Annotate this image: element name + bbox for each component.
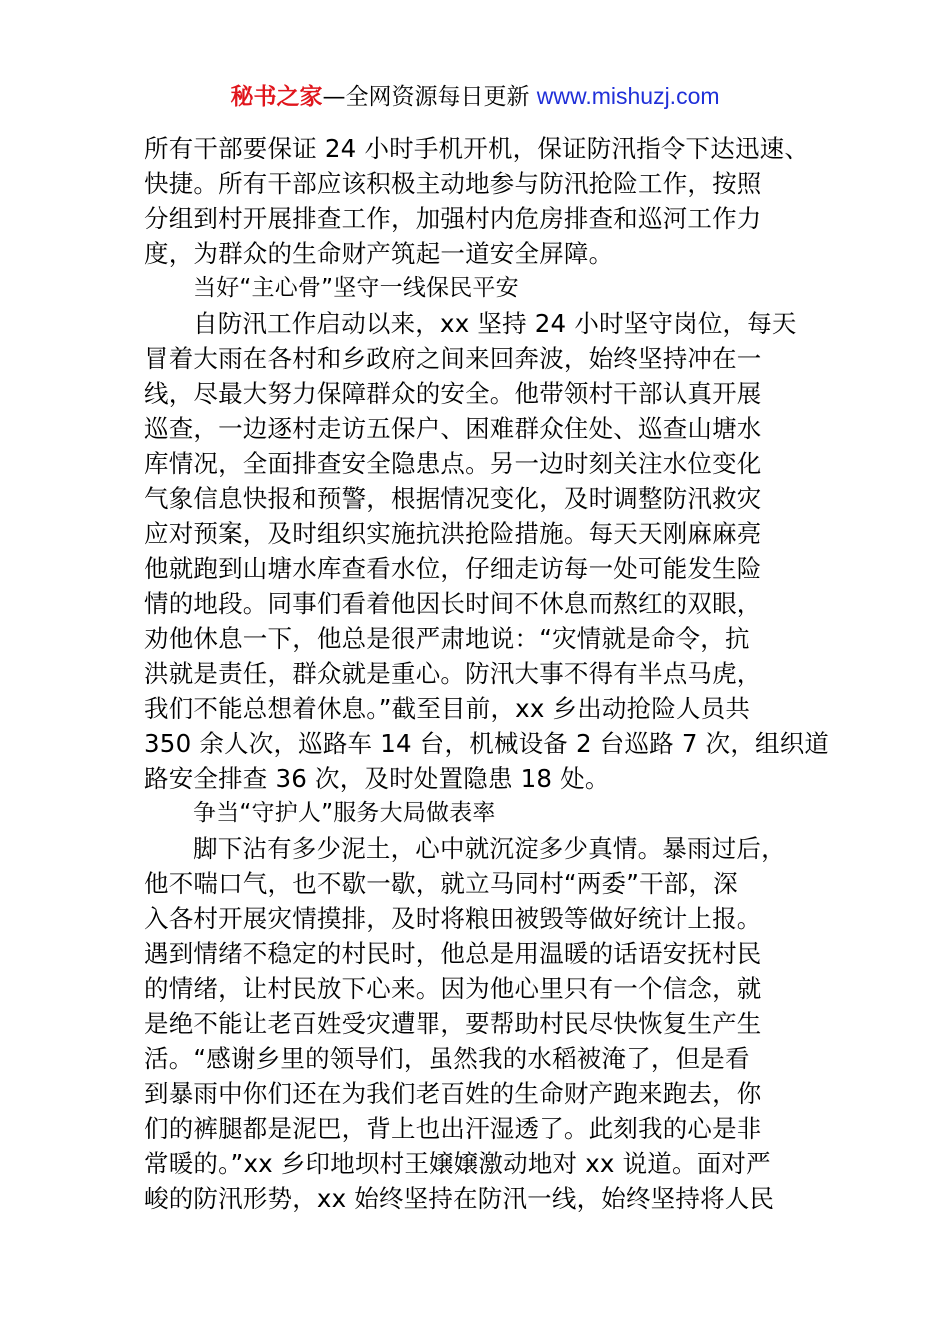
paragraph-line: 我们不能总想着休息。”截至目前，xx 乡出动抢险人员共 (144, 694, 751, 723)
paragraph-line: 洪就是责任，群众就是重心。防汛大事不得有半点马虎， (144, 659, 762, 688)
paragraph-line: 他就跑到山塘水库查看水位，仔细走访每一处可能发生险 (144, 554, 762, 583)
section-heading: 争当“守护人”服务大局做表率 (193, 800, 496, 826)
paragraph-line: 冒着大雨在各村和乡政府之间来回奔波，始终坚持冲在一 (144, 344, 762, 373)
paragraph-line: 峻的防汛形势，xx 始终坚持在防汛一线，始终坚持将人民 (144, 1184, 775, 1213)
paragraph-line: 快捷。所有干部应该积极主动地参与防汛抢险工作，按照 (144, 169, 762, 198)
paragraph-line: 应对预案，及时组织实施抗洪抢险措施。每天天刚麻麻亮 (144, 519, 762, 548)
paragraph-line: 遇到情绪不稳定的村民时，他总是用温暖的话语安抚村民 (144, 939, 762, 968)
paragraph-line: 350 余人次，巡路车 14 台，机械设备 2 台巡路 7 次，组织道 (144, 729, 830, 758)
site-tagline: —全网资源每日更新 (322, 84, 537, 110)
paragraph-line: 活。“感谢乡里的领导们，虽然我的水稻被淹了，但是看 (144, 1044, 750, 1073)
document-body (144, 131, 834, 1216)
paragraph-line: 脚下沾有多少泥土，心中就沉淀多少真情。暴雨过后， (193, 834, 786, 863)
site-header (0, 80, 950, 113)
paragraph-line: 分组到村开展排查工作，加强村内危房排查和巡河工作力 (144, 204, 762, 233)
paragraph-line: 所有干部要保证 24 小时手机开机，保证防汛指令下达迅速、 (144, 134, 810, 163)
paragraph-line: 们的裤腿都是泥巴，背上也出汗湿透了。此刻我的心是非 (144, 1114, 762, 1143)
site-url-link[interactable]: www.mishuzj.com (536, 83, 720, 109)
paragraph-line: 到暴雨中你们还在为我们老百姓的生命财产跑来跑去，你 (144, 1079, 762, 1108)
paragraph-line: 情的地段。同事们看着他因长时间不休息而熬红的双眼， (144, 589, 762, 618)
paragraph-line: 的情绪，让村民放下心来。因为他心里只有一个信念，就 (144, 974, 762, 1003)
paragraph-line: 是绝不能让老百姓受灾遭罪，要帮助村民尽快恢复生产生 (144, 1009, 762, 1038)
paragraph-line: 入各村开展灾情摸排，及时将粮田被毁等做好统计上报。 (144, 904, 762, 933)
paragraph-line: 线，尽最大努力保障群众的安全。他带领村干部认真开展 (144, 379, 762, 408)
paragraph-line: 巡查，一边逐村走访五保户、困难群众住处、巡查山塘水 (144, 414, 762, 443)
paragraph-line: 劝他休息一下，他总是很严肃地说：“灾情就是命令，抗 (144, 624, 750, 653)
paragraph-line: 库情况，全面排查安全隐患点。另一边时刻关注水位变化 (144, 449, 762, 478)
paragraph-line: 他不喘口气，也不歇一歇，就立马同村“两委”干部，深 (144, 869, 738, 898)
section-heading: 当好“主心骨”坚守一线保民平安 (193, 275, 519, 301)
paragraph-line: 度，为群众的生命财产筑起一道安全屏障。 (144, 239, 614, 268)
paragraph-line: 常暖的。”xx 乡印地坝村王嬢嬢激动地对 xx 说道。面对严 (144, 1149, 771, 1178)
paragraph-line: 路安全排查 36 次，及时处置隐患 18 处。 (144, 764, 610, 793)
paragraph-line: 气象信息快报和预警，根据情况变化，及时调整防汛救灾 (144, 484, 762, 513)
paragraph-line: 自防汛工作启动以来，xx 坚持 24 小时坚守岗位，每天 (193, 309, 797, 338)
site-brand: 秘书之家 (230, 84, 323, 110)
